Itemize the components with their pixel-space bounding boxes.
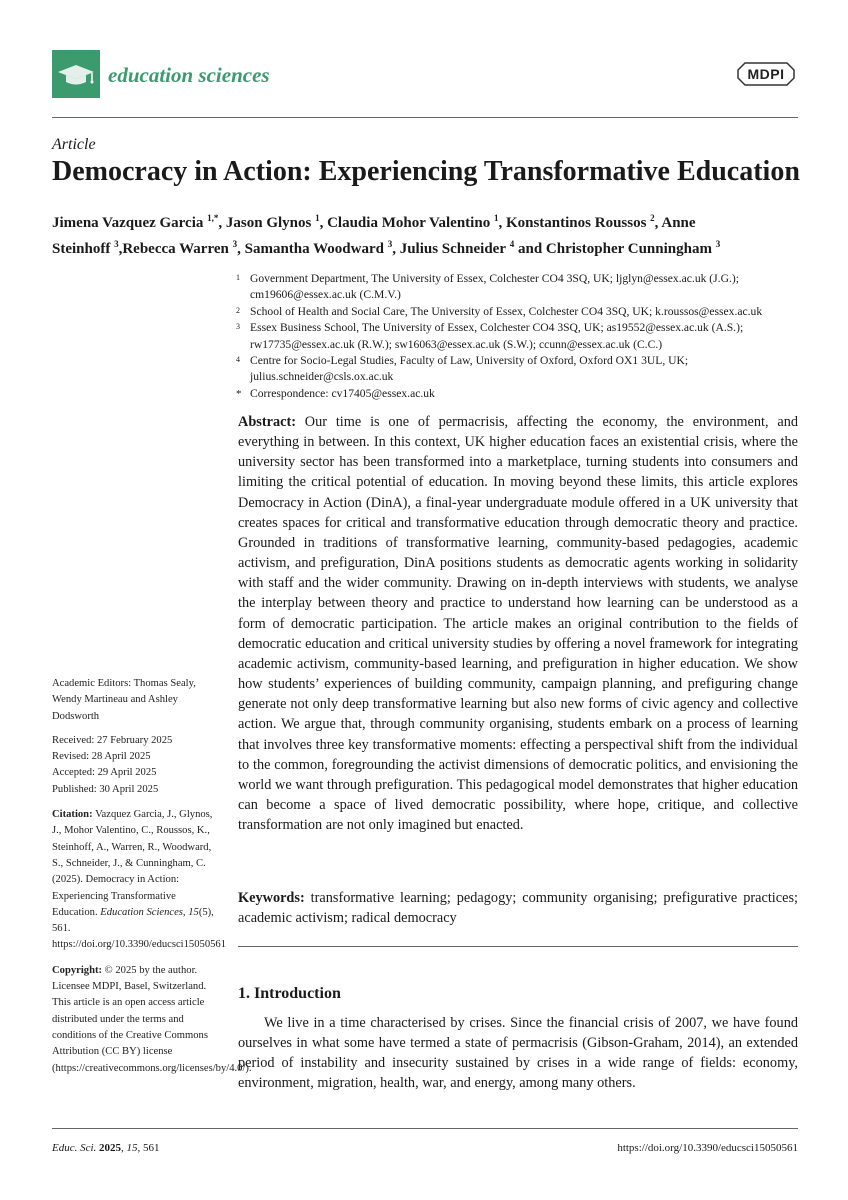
footer-year: 2025 xyxy=(99,1142,122,1154)
author-separator: , xyxy=(319,215,328,231)
citation-sep: , xyxy=(182,906,189,918)
article-title: Democracy in Action: Experiencing Transformative Education xyxy=(52,156,800,187)
revised-date: Revised: 28 April 2025 xyxy=(52,751,151,763)
section-heading: 1. Introduction xyxy=(238,985,341,1002)
affiliation-line: cm19606@essex.ac.uk (C.M.V.) xyxy=(250,288,401,302)
author-separator: , xyxy=(654,215,662,231)
author-affiliation-mark: 3 xyxy=(387,239,393,249)
affiliation-mark: 4 xyxy=(236,355,240,365)
author-affiliation-mark: 3 xyxy=(114,239,119,249)
citation-label: Citation: xyxy=(52,809,93,821)
keywords-label: Keywords: xyxy=(238,890,305,906)
intro-text: We live in a time characterised by crises. Since the financial crisis of 2007, we have found ourselves in what some have termed a state of permacrisis (Gibson-Graham, 2014), an extended period of instability and insecurity sustained by crises in a wide range of fields: economy, environment, migration, health, war, and energy, among many others. xyxy=(238,1015,798,1092)
keywords xyxy=(238,888,798,928)
author-name: Konstantinos Roussos xyxy=(505,215,647,231)
author-affiliation-mark: 4 xyxy=(509,239,515,249)
author-list xyxy=(52,208,802,260)
affiliation-line: julius.schneider@csls.ox.ac.uk xyxy=(250,370,394,384)
published-date: Published: 30 April 2025 xyxy=(52,783,159,795)
author-name: Claudia Mohor Valentino xyxy=(327,215,491,231)
affiliation-line: Correspondence: cv17405@essex.ac.uk xyxy=(250,386,435,400)
author-separator: , xyxy=(498,215,506,231)
keywords-text: transformative learning; pedagogy; community organising; prefigurative practices; academic activism; radical democracy xyxy=(238,890,798,927)
abstract-text: Our time is one of permacrisis, affecting the economy, the environment, and everything in between. In this context, UK higher education faces an existential crisis, where the university sector has been transformed into a marketplace, turning students into consumers and limiting the critical potential of education. In moving beyond these limits, this article explores Democracy in Action (DinA), a final-year undergraduate module offered in a UK university that creates spaces for critical and transformative education through democratic theory and practice. Grounded in traditions of transformative learning, community-based pedagogies, academic activism, and prefiguration, DinA positions students as democratic agents working in solidarity with staff and the wider community. Drawing on in-depth interviews with students, we analyse the interplay between theory and practice to understand how learning can be understood as a form of democratic participation. The article makes an original contribution to the fields of democratic education and critical university studies by offering a novel framework for integrating academic activism, community-based learning, and prefiguration in higher education. We show how students’ experiences of building community, campaign planning, and prefiguring change generate not only deep transformative learning but also new forms of civic agency and collective action. We argue that, through community organising, students embark on a process of learning that involves three key transformative moments: effecting a perspectival shift from the individual to the common, foregrounding the activist dimensions of democratic politics, and envisioning the world we want through prefiguration. This pedagogical model demonstrates that higher education can become a space of lived democratic possibility, where hope, critique, and collective transformation are not only imagined but enacted. xyxy=(238,414,798,834)
abstract-divider xyxy=(238,946,798,947)
author-separator: and xyxy=(514,241,546,257)
affiliation-mark: * xyxy=(236,387,242,400)
accepted-date: Accepted: 29 April 2025 xyxy=(52,767,157,779)
author-separator: , xyxy=(392,241,400,257)
author-affiliation-mark: 3 xyxy=(715,239,721,249)
affiliation-line: Government Department, The University of Essex, Colchester CO4 3SQ, UK; ljglyn@essex.ac.uk (J.G.); xyxy=(250,272,739,285)
footer-citation: Educ. Sci. 2025, 15, 561 xyxy=(52,1142,160,1154)
affiliation-line: School of Health and Social Care, The University of Essex, Colchester CO4 3SQ, UK; k.roussos@essex.ac.uk xyxy=(250,304,763,318)
copyright-label: Copyright: xyxy=(52,964,103,976)
affiliation-item xyxy=(236,386,802,402)
publisher-logo xyxy=(737,62,795,86)
author-separator: , xyxy=(218,215,226,231)
footer-journal: Educ. Sci. xyxy=(52,1142,97,1154)
journal-logo xyxy=(52,50,100,98)
academic-editors: Academic Editors: Thomas Sealy, Wendy Martineau and Ashley Dodsworth xyxy=(52,678,196,722)
header-divider xyxy=(52,117,798,118)
author-name: Samantha Woodward xyxy=(244,241,384,257)
affiliation-line: Centre for Socio-Legal Studies, Faculty of Law, University of Oxford, Oxford OX1 3UL, UK; xyxy=(250,354,689,368)
author-name: Julius Schneider xyxy=(399,241,506,257)
affiliation-item xyxy=(236,320,802,353)
affiliation-item xyxy=(236,304,802,320)
author-affiliation-mark: 3 xyxy=(232,239,238,249)
abstract xyxy=(238,412,798,835)
footer-volume: 15 xyxy=(126,1142,138,1154)
journal-name: education sciences xyxy=(108,63,270,87)
affiliation-mark: 1 xyxy=(236,273,240,282)
publisher-name: MDPI xyxy=(747,66,785,82)
citation-rest: (5), 561. https://doi.org/10.3390/educsci15050561 xyxy=(52,906,227,951)
received-date: Received: 27 February 2025 xyxy=(52,734,173,746)
author-affiliation-mark: 1,* xyxy=(207,213,219,223)
author-affiliation-mark: 1 xyxy=(493,213,499,223)
abstract-label: Abstract: xyxy=(238,414,296,430)
footer-doi: https://doi.org/10.3390/educsci15050561 xyxy=(617,1142,798,1154)
copyright-text: © 2025 by the author. Licensee MDPI, Basel, Switzerland. This article is an open access article distributed under the terms and conditions of the Creative Commons Attribution (CC BY) license (https://creativecommons.org/licenses/by/4.0/). xyxy=(52,964,252,1074)
footer-divider xyxy=(52,1128,798,1129)
citation-text: Vazquez Garcia, J., Glynos, J., Mohor Valentino, C., Roussos, K., Steinhoff, A., Warren, R., Woodward, S., Schneider, J., & Cunningham, C. (2025). Democracy in Action: Experiencing Transformative Education. xyxy=(52,809,213,918)
affiliation-line: Essex Business School, The University of Essex, Colchester CO4 3SQ, UK; as19552@essex.ac.uk (A.S.); xyxy=(250,321,744,335)
author-affiliation-mark: 1 xyxy=(315,213,320,223)
author-name: Jimena Vazquez Garcia xyxy=(52,215,204,231)
citation-journal: Education Sciences xyxy=(100,906,183,918)
affiliation-mark: 3 xyxy=(236,322,240,332)
footer-article-number: 561 xyxy=(143,1142,160,1154)
citation-volume: 15 xyxy=(188,906,199,918)
affiliation-item xyxy=(236,271,802,304)
copyright xyxy=(52,963,252,1077)
author-name: Anne Steinhoff xyxy=(52,215,696,257)
author-name: Christopher Cunningham xyxy=(545,241,712,257)
affiliation-list xyxy=(236,271,802,402)
article-sidebar xyxy=(52,676,252,1077)
affiliation-line: rw17735@essex.ac.uk (R.W.); sw16063@essex.ac.uk (S.W.); ccunn@essex.ac.uk (C.C.) xyxy=(250,337,663,351)
author-separator: , xyxy=(237,241,245,257)
author-name: Rebecca Warren xyxy=(122,241,229,257)
author-separator: , xyxy=(118,241,123,257)
intro-paragraph xyxy=(238,1013,798,1094)
affiliation-item xyxy=(236,353,802,386)
citation xyxy=(52,807,227,954)
graduation-cap-icon xyxy=(52,50,100,98)
author-name: Jason Glynos xyxy=(225,215,312,231)
article-type: Article xyxy=(52,136,96,153)
author-affiliation-mark: 2 xyxy=(650,213,655,223)
affiliation-mark: 2 xyxy=(236,305,240,315)
